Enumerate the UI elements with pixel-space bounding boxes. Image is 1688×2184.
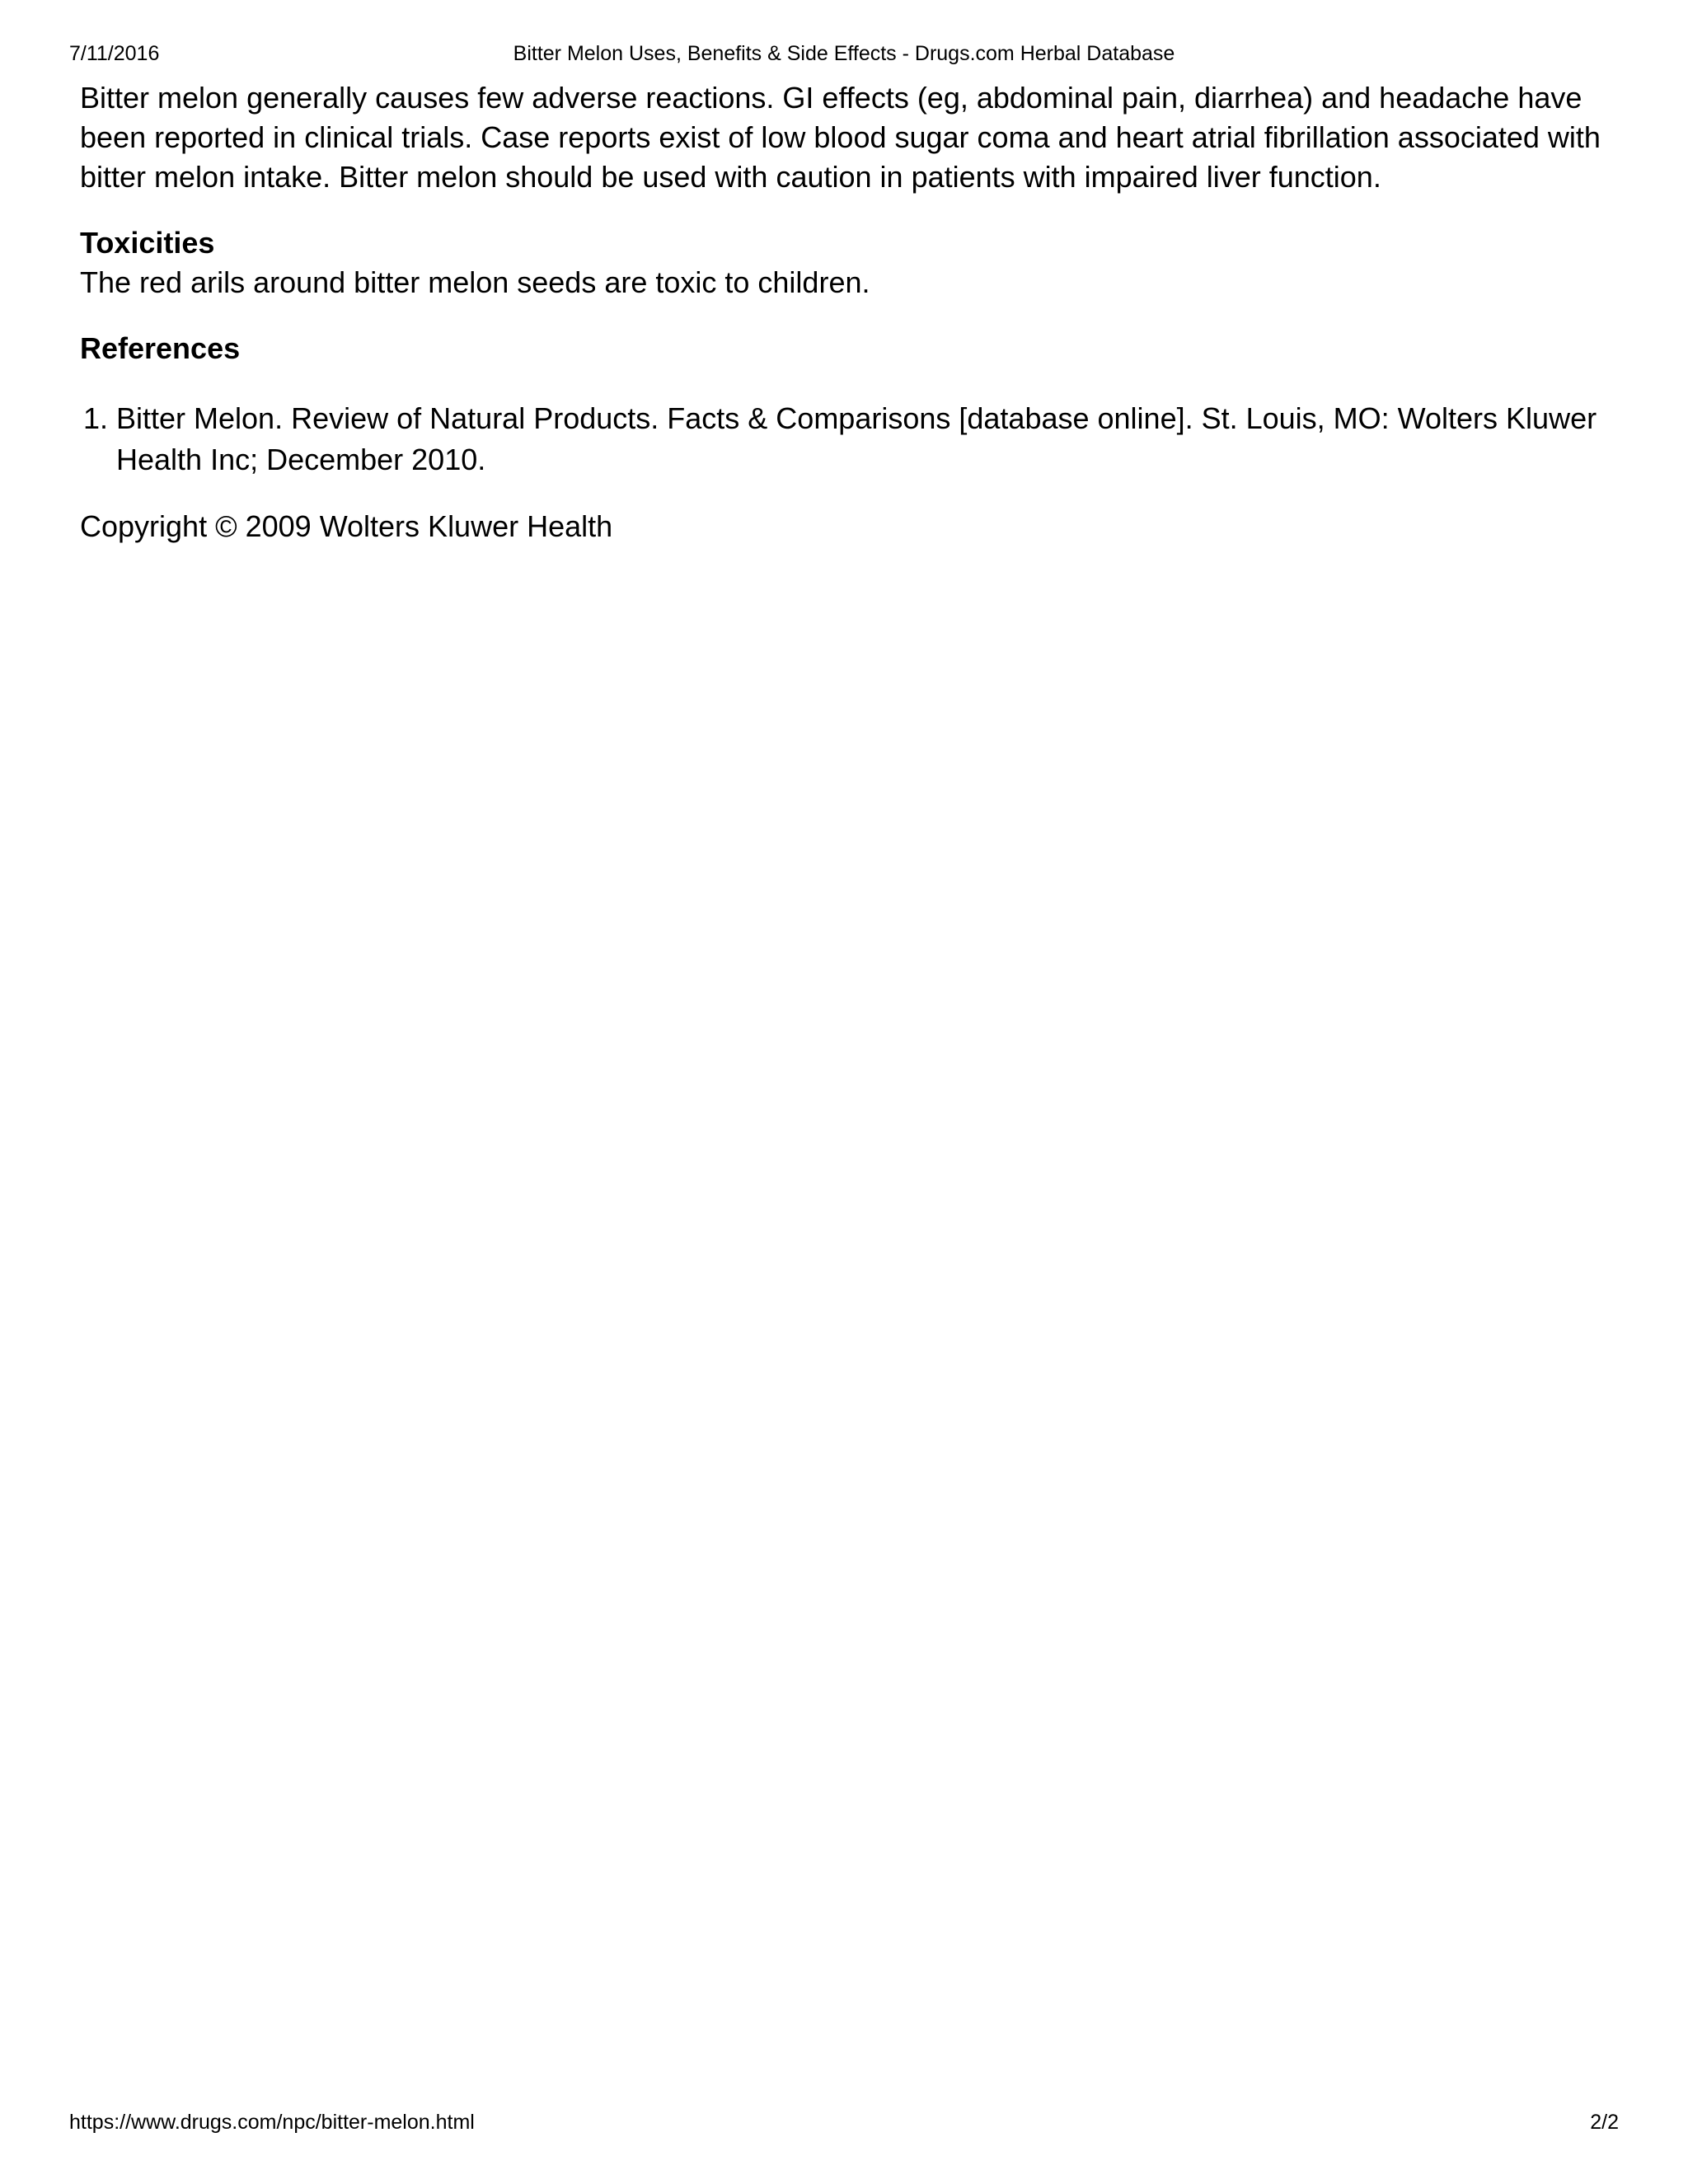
page-title: Bitter Melon Uses, Benefits & Side Effects - Drugs.com Herbal Database [513, 42, 1175, 65]
toxicities-paragraph: The red arils around bitter melon seeds are toxic to children. [80, 265, 870, 299]
reference-item: 1. Bitter Melon. Review of Natural Products. Facts & Comparisons [database online]. St. Louis, MO: Wolters Kluwer Health Inc; December 2010. [116, 398, 1621, 480]
page-url: https://www.drugs.com/npc/bitter-melon.html [69, 2111, 475, 2134]
article-content [80, 78, 1621, 546]
print-header [69, 40, 1619, 68]
print-date: 7/11/2016 [69, 42, 160, 65]
page-number: 2/2 [1590, 2111, 1619, 2134]
copyright-text: Copyright © 2009 Wolters Kluwer Health [80, 509, 613, 543]
references-heading: References [80, 331, 241, 365]
print-footer [69, 2108, 1619, 2136]
toxicities-heading: Toxicities [80, 226, 215, 260]
adverse-reactions-paragraph: Bitter melon generally causes few adverse reactions. GI effects (eg, abdominal pain, diarrhea) and headache have been reported in clinical trials. Case reports exist of low blood sugar coma and heart atrial fibrillation associated with bitter melon intake. Bitter melon should be used with caution in patients with impaired liver function. [80, 81, 1601, 194]
references-list [80, 398, 1621, 480]
